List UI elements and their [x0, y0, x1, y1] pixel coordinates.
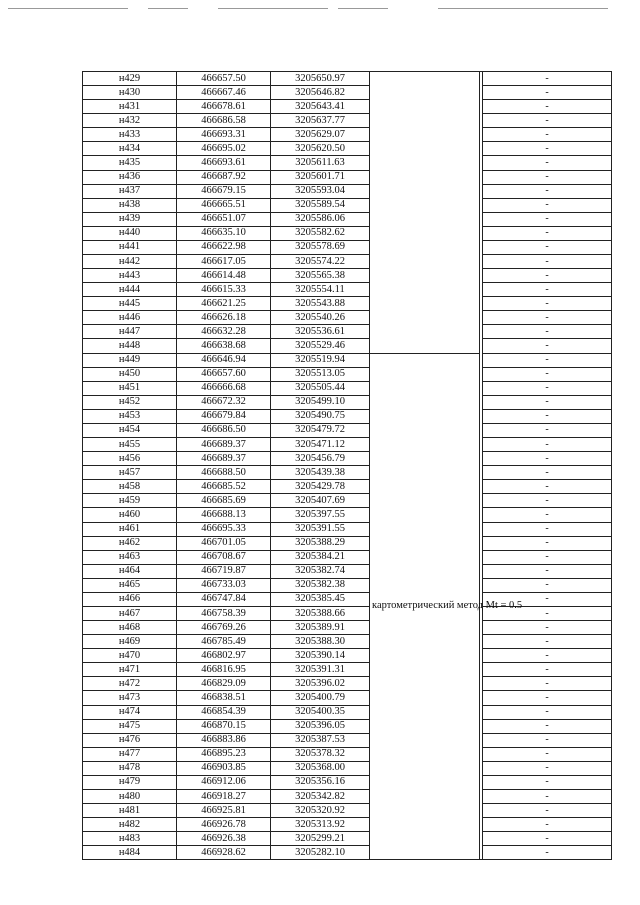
point-name-cell: н441 [83, 240, 177, 254]
coordinates-table-body [83, 72, 612, 860]
table-row [83, 747, 612, 761]
y-coordinate-cell: 3205578.69 [271, 240, 370, 254]
y-coordinate-cell: 3205589.54 [271, 198, 370, 212]
y-coordinate-cell: 3205643.41 [271, 100, 370, 114]
point-name-cell: н471 [83, 663, 177, 677]
table-row [83, 184, 612, 198]
table-row [83, 775, 612, 789]
x-coordinate-cell: 466918.27 [177, 789, 271, 803]
mark-cell: - [483, 691, 612, 705]
y-coordinate-cell: 3205540.26 [271, 311, 370, 325]
point-name-cell: н430 [83, 86, 177, 100]
mark-cell: - [483, 761, 612, 775]
y-coordinate-cell: 3205384.21 [271, 550, 370, 564]
y-coordinate-cell: 3205620.50 [271, 142, 370, 156]
y-coordinate-cell: 3205593.04 [271, 184, 370, 198]
x-coordinate-cell: 466689.37 [177, 452, 271, 466]
y-coordinate-cell: 3205282.10 [271, 846, 370, 860]
x-coordinate-cell: 466621.25 [177, 297, 271, 311]
x-coordinate-cell: 466615.33 [177, 283, 271, 297]
point-name-cell: н449 [83, 353, 177, 367]
point-name-cell: н472 [83, 677, 177, 691]
point-name-cell: н470 [83, 649, 177, 663]
y-coordinate-cell: 3205513.05 [271, 367, 370, 381]
point-name-cell: н444 [83, 283, 177, 297]
mark-cell: - [483, 170, 612, 184]
x-coordinate-cell: 466883.86 [177, 733, 271, 747]
table-row [83, 508, 612, 522]
point-name-cell: н464 [83, 564, 177, 578]
point-name-cell: н475 [83, 719, 177, 733]
x-coordinate-cell: 466665.51 [177, 198, 271, 212]
table-row [83, 635, 612, 649]
x-coordinate-cell: 466685.52 [177, 480, 271, 494]
y-coordinate-cell: 3205565.38 [271, 269, 370, 283]
table-row [83, 226, 612, 240]
x-coordinate-cell: 466685.69 [177, 494, 271, 508]
table-row [83, 311, 612, 325]
x-coordinate-cell: 466614.48 [177, 269, 271, 283]
x-coordinate-cell: 466928.62 [177, 846, 271, 860]
table-row [83, 72, 612, 86]
table-row [83, 156, 612, 170]
point-name-cell: н457 [83, 466, 177, 480]
y-coordinate-cell: 3205586.06 [271, 212, 370, 226]
table-row [83, 578, 612, 592]
y-coordinate-cell: 3205342.82 [271, 789, 370, 803]
point-name-cell: н477 [83, 747, 177, 761]
table-row [83, 212, 612, 226]
mark-cell: - [483, 240, 612, 254]
mark-cell: - [483, 156, 612, 170]
table-row [83, 522, 612, 536]
x-coordinate-cell: 466686.58 [177, 114, 271, 128]
x-coordinate-cell: 466695.33 [177, 522, 271, 536]
point-name-cell: н467 [83, 606, 177, 620]
table-row [83, 339, 612, 353]
x-coordinate-cell: 466678.61 [177, 100, 271, 114]
x-coordinate-cell: 466666.68 [177, 381, 271, 395]
point-name-cell: н453 [83, 409, 177, 423]
mark-cell: - [483, 339, 612, 353]
point-name-cell: н465 [83, 578, 177, 592]
y-coordinate-cell: 3205499.10 [271, 395, 370, 409]
table-row [83, 423, 612, 437]
x-coordinate-cell: 466816.95 [177, 663, 271, 677]
x-coordinate-cell: 466870.15 [177, 719, 271, 733]
x-coordinate-cell: 466838.51 [177, 691, 271, 705]
x-coordinate-cell: 466622.98 [177, 240, 271, 254]
table-row [83, 353, 612, 367]
mark-cell: - [483, 663, 612, 677]
point-name-cell: н482 [83, 818, 177, 832]
x-coordinate-cell: 466854.39 [177, 705, 271, 719]
point-name-cell: н480 [83, 789, 177, 803]
table-row [83, 367, 612, 381]
table-row [83, 663, 612, 677]
y-coordinate-cell: 3205479.72 [271, 423, 370, 437]
x-coordinate-cell: 466708.67 [177, 550, 271, 564]
x-coordinate-cell: 466769.26 [177, 621, 271, 635]
mark-cell: - [483, 184, 612, 198]
point-name-cell: н439 [83, 212, 177, 226]
y-coordinate-cell: 3205368.00 [271, 761, 370, 775]
method-cell-upper [370, 72, 480, 354]
point-name-cell: н455 [83, 438, 177, 452]
point-name-cell: н446 [83, 311, 177, 325]
x-coordinate-cell: 466758.39 [177, 606, 271, 620]
mark-cell: - [483, 649, 612, 663]
x-coordinate-cell: 466925.81 [177, 804, 271, 818]
mark-cell: - [483, 564, 612, 578]
x-coordinate-cell: 466646.94 [177, 353, 271, 367]
point-name-cell: н454 [83, 423, 177, 437]
point-name-cell: н452 [83, 395, 177, 409]
table-row [83, 494, 612, 508]
mark-cell: - [483, 789, 612, 803]
y-coordinate-cell: 3205387.53 [271, 733, 370, 747]
mark-cell: - [483, 255, 612, 269]
point-name-cell: н458 [83, 480, 177, 494]
y-coordinate-cell: 3205388.30 [271, 635, 370, 649]
x-coordinate-cell: 466626.18 [177, 311, 271, 325]
x-coordinate-cell: 466672.32 [177, 395, 271, 409]
table-row [83, 114, 612, 128]
mark-cell: - [483, 409, 612, 423]
table-row [83, 283, 612, 297]
y-coordinate-cell: 3205356.16 [271, 775, 370, 789]
y-coordinate-cell: 3205391.55 [271, 522, 370, 536]
x-coordinate-cell: 466686.50 [177, 423, 271, 437]
table-row [83, 480, 612, 494]
y-coordinate-cell: 3205400.79 [271, 691, 370, 705]
x-coordinate-cell: 466651.07 [177, 212, 271, 226]
table-row [83, 733, 612, 747]
mark-cell: - [483, 353, 612, 367]
mark-cell: - [483, 381, 612, 395]
y-coordinate-cell: 3205397.55 [271, 508, 370, 522]
table-row [83, 621, 612, 635]
y-coordinate-cell: 3205456.79 [271, 452, 370, 466]
x-coordinate-cell: 466679.15 [177, 184, 271, 198]
mark-cell: - [483, 100, 612, 114]
table-row [83, 269, 612, 283]
y-coordinate-cell: 3205490.75 [271, 409, 370, 423]
mark-cell: - [483, 804, 612, 818]
mark-cell: - [483, 508, 612, 522]
coordinates-table [82, 71, 612, 860]
x-coordinate-cell: 466687.92 [177, 170, 271, 184]
y-coordinate-cell: 3205407.69 [271, 494, 370, 508]
x-coordinate-cell: 466802.97 [177, 649, 271, 663]
mark-cell: - [483, 128, 612, 142]
mark-cell: - [483, 733, 612, 747]
y-coordinate-cell: 3205439.38 [271, 466, 370, 480]
y-coordinate-cell: 3205400.35 [271, 705, 370, 719]
mark-cell: - [483, 114, 612, 128]
mark-cell: - [483, 438, 612, 452]
mark-cell: - [483, 325, 612, 339]
table-row [83, 606, 612, 620]
table-row [83, 466, 612, 480]
point-name-cell: н479 [83, 775, 177, 789]
point-name-cell: н434 [83, 142, 177, 156]
mark-cell: - [483, 269, 612, 283]
x-coordinate-cell: 466733.03 [177, 578, 271, 592]
y-coordinate-cell: 3205396.02 [271, 677, 370, 691]
table-row [83, 550, 612, 564]
mark-cell: - [483, 212, 612, 226]
y-coordinate-cell: 3205382.38 [271, 578, 370, 592]
scan-artifact [8, 6, 628, 12]
mark-cell: - [483, 297, 612, 311]
x-coordinate-cell: 466719.87 [177, 564, 271, 578]
point-name-cell: н461 [83, 522, 177, 536]
table-row [83, 677, 612, 691]
table-row [83, 832, 612, 846]
point-name-cell: н451 [83, 381, 177, 395]
mark-cell: - [483, 635, 612, 649]
x-coordinate-cell: 466638.68 [177, 339, 271, 353]
y-coordinate-cell: 3205554.11 [271, 283, 370, 297]
point-name-cell: н433 [83, 128, 177, 142]
mark-cell: - [483, 72, 612, 86]
x-coordinate-cell: 466785.49 [177, 635, 271, 649]
table-row [83, 804, 612, 818]
mark-cell: - [483, 452, 612, 466]
y-coordinate-cell: 3205629.07 [271, 128, 370, 142]
point-name-cell: н481 [83, 804, 177, 818]
y-coordinate-cell: 3205471.12 [271, 438, 370, 452]
point-name-cell: н469 [83, 635, 177, 649]
table-row [83, 170, 612, 184]
mark-cell: - [483, 747, 612, 761]
point-name-cell: н432 [83, 114, 177, 128]
y-coordinate-cell: 3205637.77 [271, 114, 370, 128]
x-coordinate-cell: 466688.13 [177, 508, 271, 522]
mark-cell: - [483, 367, 612, 381]
mark-cell: - [483, 142, 612, 156]
y-coordinate-cell: 3205388.66 [271, 606, 370, 620]
table-row [83, 761, 612, 775]
table-row [83, 818, 612, 832]
mark-cell: - [483, 677, 612, 691]
y-coordinate-cell: 3205385.45 [271, 592, 370, 606]
point-name-cell: н459 [83, 494, 177, 508]
y-coordinate-cell: 3205646.82 [271, 86, 370, 100]
mark-cell: - [483, 846, 612, 860]
x-coordinate-cell: 466903.85 [177, 761, 271, 775]
point-name-cell: н474 [83, 705, 177, 719]
y-coordinate-cell: 3205543.88 [271, 297, 370, 311]
mark-cell: - [483, 423, 612, 437]
table-row [83, 255, 612, 269]
mark-cell: - [483, 578, 612, 592]
table-row [83, 297, 612, 311]
y-coordinate-cell: 3205313.92 [271, 818, 370, 832]
table-row [83, 592, 612, 606]
table-row [83, 691, 612, 705]
method-cell-lower: картометрический метод Mt = 0.5 [370, 353, 480, 860]
point-name-cell: н466 [83, 592, 177, 606]
y-coordinate-cell: 3205396.05 [271, 719, 370, 733]
table-row [83, 719, 612, 733]
point-name-cell: н476 [83, 733, 177, 747]
mark-cell: - [483, 283, 612, 297]
x-coordinate-cell: 466657.60 [177, 367, 271, 381]
table-row [83, 86, 612, 100]
table-row [83, 789, 612, 803]
mark-cell: - [483, 621, 612, 635]
x-coordinate-cell: 466829.09 [177, 677, 271, 691]
x-coordinate-cell: 466635.10 [177, 226, 271, 240]
y-coordinate-cell: 3205389.91 [271, 621, 370, 635]
y-coordinate-cell: 3205505.44 [271, 381, 370, 395]
point-name-cell: н436 [83, 170, 177, 184]
mark-cell: - [483, 198, 612, 212]
mark-cell: - [483, 466, 612, 480]
x-coordinate-cell: 466679.84 [177, 409, 271, 423]
y-coordinate-cell: 3205388.29 [271, 536, 370, 550]
table-row [83, 452, 612, 466]
x-coordinate-cell: 466926.38 [177, 832, 271, 846]
table-row [83, 142, 612, 156]
mark-cell: - [483, 775, 612, 789]
table-row [83, 395, 612, 409]
mark-cell: - [483, 719, 612, 733]
x-coordinate-cell: 466617.05 [177, 255, 271, 269]
x-coordinate-cell: 466695.02 [177, 142, 271, 156]
mark-cell: - [483, 705, 612, 719]
y-coordinate-cell: 3205582.62 [271, 226, 370, 240]
x-coordinate-cell: 466747.84 [177, 592, 271, 606]
y-coordinate-cell: 3205429.78 [271, 480, 370, 494]
point-name-cell: н473 [83, 691, 177, 705]
point-name-cell: н438 [83, 198, 177, 212]
x-coordinate-cell: 466912.06 [177, 775, 271, 789]
table-row [83, 381, 612, 395]
x-coordinate-cell: 466667.46 [177, 86, 271, 100]
x-coordinate-cell: 466689.37 [177, 438, 271, 452]
point-name-cell: н429 [83, 72, 177, 86]
point-name-cell: н440 [83, 226, 177, 240]
point-name-cell: н447 [83, 325, 177, 339]
point-name-cell: н445 [83, 297, 177, 311]
point-name-cell: н462 [83, 536, 177, 550]
mark-cell: - [483, 550, 612, 564]
mark-cell: - [483, 522, 612, 536]
point-name-cell: н456 [83, 452, 177, 466]
y-coordinate-cell: 3205611.63 [271, 156, 370, 170]
y-coordinate-cell: 3205536.61 [271, 325, 370, 339]
x-coordinate-cell: 466895.23 [177, 747, 271, 761]
table-row [83, 649, 612, 663]
point-name-cell: н435 [83, 156, 177, 170]
y-coordinate-cell: 3205390.14 [271, 649, 370, 663]
y-coordinate-cell: 3205320.92 [271, 804, 370, 818]
table-row [83, 409, 612, 423]
x-coordinate-cell: 466926.78 [177, 818, 271, 832]
y-coordinate-cell: 3205391.31 [271, 663, 370, 677]
y-coordinate-cell: 3205601.71 [271, 170, 370, 184]
y-coordinate-cell: 3205650.97 [271, 72, 370, 86]
table-row [83, 846, 612, 860]
table-row [83, 240, 612, 254]
table-row [83, 100, 612, 114]
point-name-cell: н463 [83, 550, 177, 564]
mark-cell: - [483, 395, 612, 409]
mark-cell: - [483, 480, 612, 494]
x-coordinate-cell: 466693.31 [177, 128, 271, 142]
point-name-cell: н450 [83, 367, 177, 381]
table-row [83, 564, 612, 578]
y-coordinate-cell: 3205378.32 [271, 747, 370, 761]
y-coordinate-cell: 3205574.22 [271, 255, 370, 269]
table-row [83, 198, 612, 212]
table-row [83, 325, 612, 339]
point-name-cell: н443 [83, 269, 177, 283]
mark-cell: - [483, 226, 612, 240]
y-coordinate-cell: 3205519.94 [271, 353, 370, 367]
point-name-cell: н442 [83, 255, 177, 269]
point-name-cell: н484 [83, 846, 177, 860]
table-row [83, 438, 612, 452]
x-coordinate-cell: 466688.50 [177, 466, 271, 480]
x-coordinate-cell: 466693.61 [177, 156, 271, 170]
y-coordinate-cell: 3205382.74 [271, 564, 370, 578]
mark-cell: - [483, 592, 612, 606]
x-coordinate-cell: 466701.05 [177, 536, 271, 550]
point-name-cell: н431 [83, 100, 177, 114]
point-name-cell: н437 [83, 184, 177, 198]
point-name-cell: н483 [83, 832, 177, 846]
point-name-cell: н460 [83, 508, 177, 522]
x-coordinate-cell: 466657.50 [177, 72, 271, 86]
table-row [83, 128, 612, 142]
mark-cell: - [483, 832, 612, 846]
point-name-cell: н448 [83, 339, 177, 353]
point-name-cell: н468 [83, 621, 177, 635]
mark-cell: - [483, 86, 612, 100]
x-coordinate-cell: 466632.28 [177, 325, 271, 339]
mark-cell: - [483, 536, 612, 550]
mark-cell: - [483, 494, 612, 508]
y-coordinate-cell: 3205299.21 [271, 832, 370, 846]
point-name-cell: н478 [83, 761, 177, 775]
mark-cell: - [483, 818, 612, 832]
y-coordinate-cell: 3205529.46 [271, 339, 370, 353]
mark-cell: - [483, 311, 612, 325]
table-row [83, 536, 612, 550]
mark-cell: - [483, 606, 612, 620]
table-row [83, 705, 612, 719]
